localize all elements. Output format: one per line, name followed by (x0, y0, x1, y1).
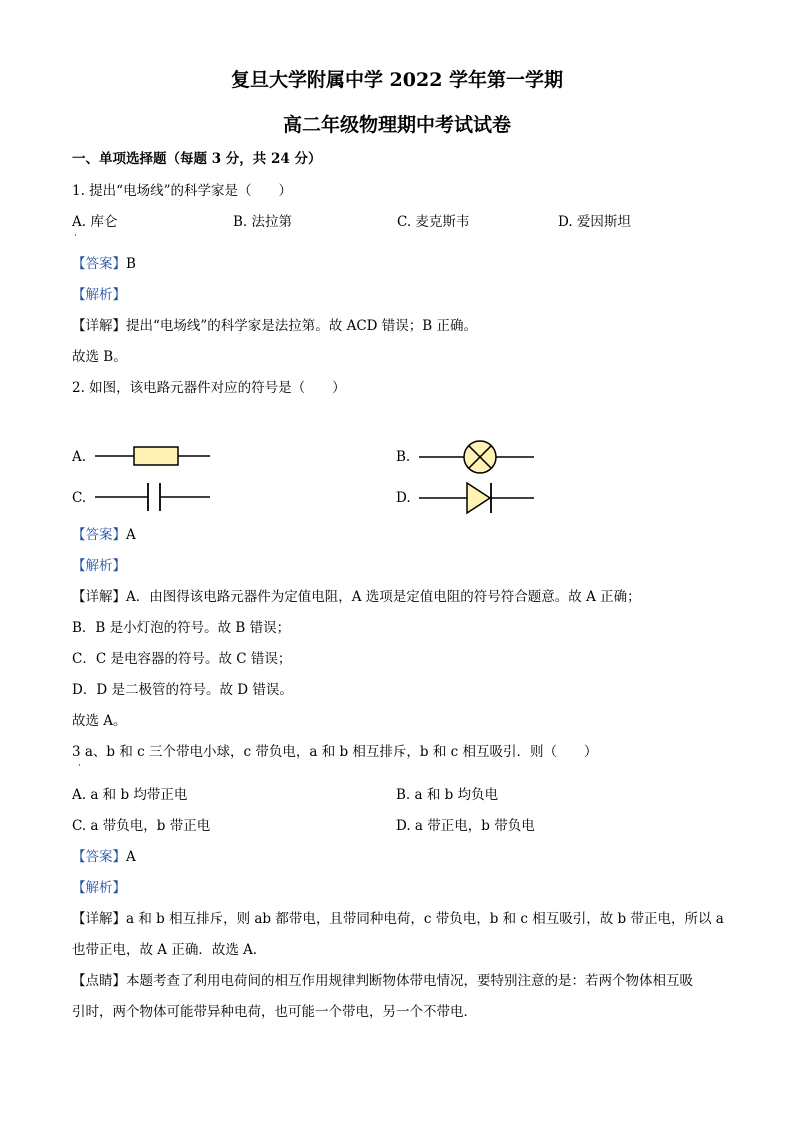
q3-answer-value: A (126, 849, 136, 865)
q2-option-d-label: D. (396, 490, 411, 506)
answer-tag: 【答案】 (72, 849, 126, 865)
q2-answer-line (72, 526, 136, 544)
q1-option-c: C. 麦克斯韦 (397, 214, 470, 230)
q1-analysis-tag (72, 286, 126, 304)
q2-detail-line-4: D．D 是二极管的符号。故 D 错误。 (72, 682, 293, 698)
q2-detail-line-3: C．C 是电容器的符号。故 C 错误； (72, 651, 292, 667)
q3-option-b: B. a 和 b 均负电 (396, 787, 499, 803)
analysis-tag: 【解析】 (72, 558, 126, 574)
q2-option-a-label: A. (72, 449, 87, 465)
q3-option-a: A. a 和 b 均带正电 (72, 787, 188, 803)
detail-tag: 【详解】 (72, 911, 126, 927)
q1-conclusion: 故选 B。 (72, 349, 127, 365)
q1-answer-line (72, 255, 136, 273)
q3-answer-line (72, 848, 136, 866)
exam-title-line2: 高二年级物理期中考试试卷 (282, 114, 511, 136)
answer-tag: 【答案】 (72, 527, 126, 543)
q1-option-b: B. 法拉第 (233, 214, 293, 230)
q3-option-c: C. a 带负电，b 带正电 (72, 818, 211, 834)
q1-detail-text: 提出“电场线”的科学家是法拉第。故 ACD 错误；B 正确。 (126, 318, 477, 334)
q3-detail-line-2: 也带正电，故 A 正确．故选 A． (72, 942, 267, 958)
resistor-symbol (92, 440, 214, 472)
section-heading: 一、单项选择题（每题 3 分，共 24 分） (72, 151, 322, 167)
q1-detail-line (72, 317, 477, 335)
q1-option-a: A. 库仑 (72, 214, 118, 230)
q3-comment-line-2: 引时，两个物体可能带异种电荷，也可能一个带电，另一个不带电． (72, 1004, 477, 1020)
q2-analysis-tag (72, 557, 126, 575)
q1-option-d: D. 爱因斯坦 (558, 214, 631, 230)
exam-title-line1: 复旦大学附属中学 2022 学年第一学期 (230, 69, 564, 91)
q3-analysis-tag (72, 879, 126, 897)
q2-conclusion: 故选 A。 (72, 713, 127, 729)
q3-detail-line-1 (72, 910, 724, 928)
q3-stem: 3 a、b 和 c 三个带电小球，c 带负电，a 和 b 相互排斥，b 和 c 相互吸引．则（ ） (72, 744, 598, 760)
answer-tag: 【答案】 (72, 256, 126, 272)
decor-dot: · (78, 761, 81, 771)
analysis-tag: 【解析】 (72, 287, 126, 303)
analysis-tag: 【解析】 (72, 880, 126, 896)
q2-detail-line-1 (72, 588, 641, 606)
diode-symbol (416, 480, 538, 516)
detail-tag: 【详解】 (72, 589, 126, 605)
lamp-symbol (416, 438, 538, 476)
q3-comment-text-1: 本题考查了利用电荷间的相互作用规律判断物体带电情况，要特别注意的是：若两个物体相互吸 (126, 973, 693, 989)
q2-option-c-label: C. (72, 490, 87, 506)
q1-answer-value: B (126, 256, 136, 272)
q1-stem: 1. 提出“电场线”的科学家是（ ） (72, 183, 292, 199)
q3-option-d: D. a 带正电，b 带负电 (396, 818, 535, 834)
comment-tag: 【点睛】 (72, 973, 126, 989)
capacitor-symbol (92, 480, 214, 514)
q2-stem: 2. 如图，该电路元器件对应的符号是（ ） (72, 380, 346, 396)
q2-detail-line-2: B．B 是小灯泡的符号。故 B 错误； (72, 620, 291, 636)
detail-tag: 【详解】 (72, 318, 126, 334)
q3-detail-text-1: a 和 b 相互排斥，则 ab 都带电，且带同种电荷，c 带负电，b 和 c 相互吸引，故 b 带正电，所以 a (126, 911, 724, 927)
q2-detail-text-1: A．由图得该电路元器件为定值电阻，A 选项是定值电阻的符号符合题意。故 A 正确； (126, 589, 641, 605)
q2-option-b-label: B. (396, 449, 411, 465)
q3-comment-line-1 (72, 972, 693, 990)
decor-dot: · (74, 231, 77, 241)
q2-answer-value: A (126, 527, 136, 543)
